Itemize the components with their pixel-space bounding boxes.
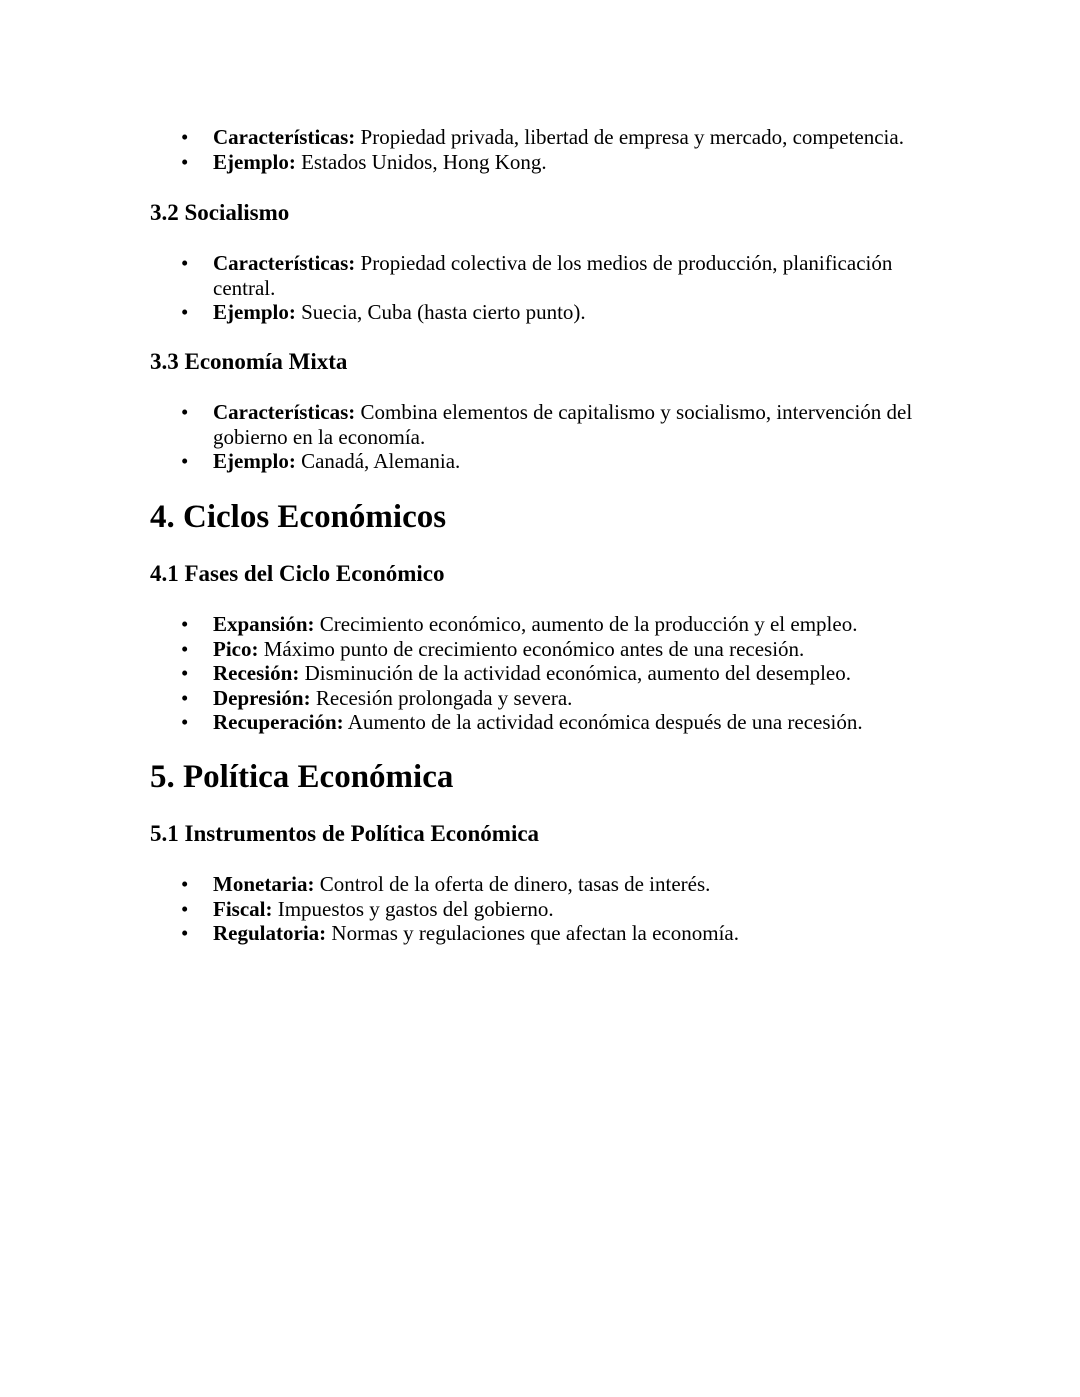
list-item: • Pico: Máximo punto de crecimiento económico antes de una recesión. xyxy=(181,636,805,661)
list-item: • Fiscal: Impuestos y gastos del gobierno. xyxy=(181,896,554,921)
bullet-icon: • xyxy=(181,251,189,275)
bullet-icon: • xyxy=(181,710,189,734)
bullet-icon: • xyxy=(181,661,189,685)
bullet-icon: • xyxy=(181,685,189,710)
fases-list-block xyxy=(150,612,940,735)
mixta-list-block xyxy=(150,400,940,474)
list-item: • Ejemplo: Suecia, Cuba (hasta cierto punto). xyxy=(181,300,586,324)
list-item: • Características: Propiedad colectiva de los medios de producción, planificación central. xyxy=(181,251,893,300)
list-item: • Expansión: Crecimiento económico, aumento de la producción y el empleo. xyxy=(181,612,858,636)
socialismo-list-block xyxy=(150,251,940,325)
bullet-icon: • xyxy=(181,896,189,921)
instrumentos-list xyxy=(150,872,940,946)
bullet-icon: • xyxy=(181,400,189,424)
fases-list xyxy=(150,612,940,735)
list-item: • Ejemplo: Canadá, Alemania. xyxy=(181,449,461,473)
section-heading-socialismo: 3.2 Socialismo xyxy=(150,200,290,225)
socialismo-list xyxy=(150,251,940,325)
list-item: • Recesión: Disminución de la actividad económica, aumento del desempleo. xyxy=(181,661,851,685)
list-item: • Ejemplo: Estados Unidos, Hong Kong. xyxy=(181,149,547,174)
list-item: • Depresión: Recesión prolongada y severa. xyxy=(181,685,573,710)
section-heading-economia-mixta: 3.3 Economía Mixta xyxy=(150,349,348,374)
list-item: • Monetaria: Control de la oferta de dinero, tasas de interés. xyxy=(181,872,711,896)
mixta-list xyxy=(150,400,940,474)
chapter-heading-ciclos: 4. Ciclos Económicos xyxy=(150,499,447,535)
list-item: • Características: Combina elementos de capitalismo y socialismo, intervención del gobierno en la economía. xyxy=(181,400,913,449)
bullet-icon: • xyxy=(181,612,189,636)
section-heading-fases: 4.1 Fases del Ciclo Económico xyxy=(150,561,445,586)
bullet-icon: • xyxy=(181,921,189,945)
list-item: • Recuperación: Aumento de la actividad económica después de una recesión. xyxy=(181,710,863,734)
instrumentos-list-block xyxy=(150,872,940,946)
bullet-icon: • xyxy=(181,449,189,473)
bullet-icon: • xyxy=(181,636,189,661)
capitalismo-list-block xyxy=(150,125,940,174)
capitalismo-list xyxy=(150,125,940,174)
bullet-icon: • xyxy=(181,300,189,324)
bullet-icon: • xyxy=(181,872,189,896)
bullet-icon: • xyxy=(181,125,189,149)
section-heading-instrumentos: 5.1 Instrumentos de Política Económica xyxy=(150,821,540,846)
chapter-heading-politica: 5. Política Económica xyxy=(150,759,454,795)
list-item: • Regulatoria: Normas y regulaciones que afectan la economía. xyxy=(181,921,739,945)
bullet-icon: • xyxy=(181,149,189,174)
list-item: • Características: Propiedad privada, libertad de empresa y mercado, competencia. xyxy=(181,125,904,149)
